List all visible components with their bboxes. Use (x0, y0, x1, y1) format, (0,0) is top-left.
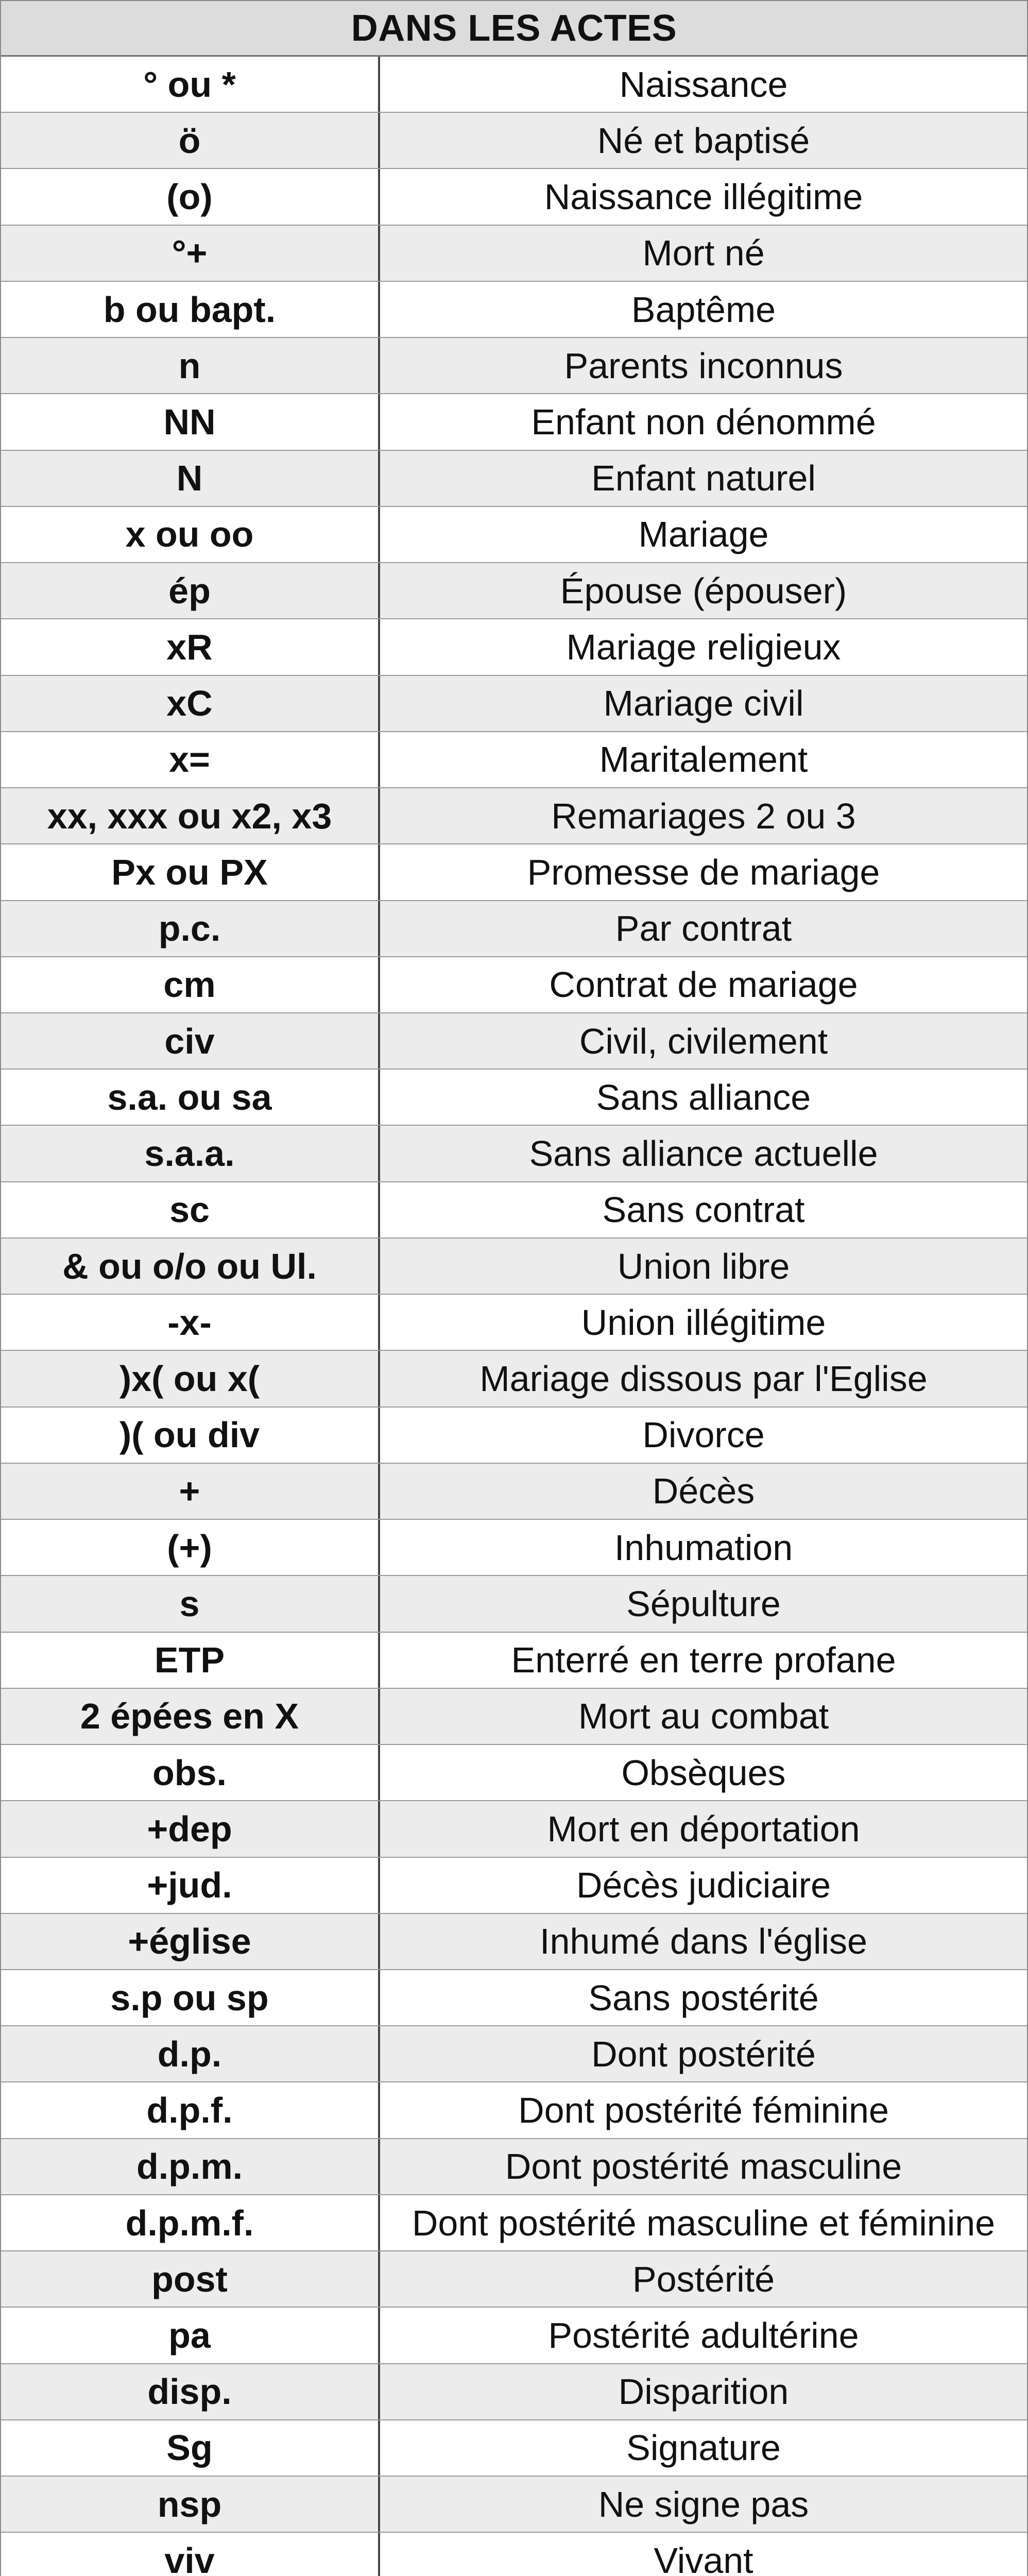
abbreviation-cell: xC (1, 676, 380, 731)
table-row (1, 1801, 1027, 1857)
abbreviation-cell: d.p. (1, 2026, 380, 2081)
meaning-cell: Obsèques (621, 1752, 786, 1793)
table-row (1, 338, 1027, 394)
table-row (1, 2251, 1027, 2308)
table-row (1, 2533, 1027, 2576)
meaning-cell: Remariages 2 ou 3 (551, 795, 856, 836)
abbreviation-cell: (+) (1, 1520, 380, 1575)
abbreviation-cell: & ou o/o ou Ul. (1, 1239, 380, 1294)
abbreviation-cell: xR (1, 619, 380, 674)
abbreviation-cell: obs. (1, 1745, 380, 1800)
meaning-cell: Signature (626, 2428, 781, 2468)
table-title: DANS LES ACTES (1, 0, 1027, 57)
abbreviation-cell: )( ou div (1, 1408, 380, 1463)
meaning-cell: Promesse de mariage (527, 852, 880, 892)
table-row (1, 2139, 1027, 2195)
table-row (1, 1070, 1027, 1126)
abbreviation-cell: nsp (1, 2477, 380, 2532)
meaning-cell: Enterré en terre profane (511, 1640, 896, 1681)
table-row (1, 451, 1027, 507)
abbreviation-cell: p.c. (1, 901, 380, 956)
abbreviation-cell: pa (1, 2308, 380, 2363)
table-row (1, 901, 1027, 957)
abbreviation-cell: ° ou * (1, 57, 380, 112)
meaning-cell: Mariage civil (603, 683, 804, 724)
abbreviation-cell: n (1, 338, 380, 393)
table-body (1, 57, 1027, 2576)
table-row (1, 1970, 1027, 2026)
meaning-cell: Né et baptisé (597, 120, 810, 161)
abbreviation-cell: xx, xxx ou x2, x3 (1, 788, 380, 843)
meaning-cell: Dont postérité masculine et féminine (412, 2202, 996, 2243)
table-row (1, 619, 1027, 675)
meaning-cell: Mort au combat (578, 1696, 829, 1737)
table-row (1, 2026, 1027, 2082)
meaning-cell: Épouse (épouser) (560, 570, 847, 611)
meaning-cell: Divorce (642, 1415, 765, 1455)
abbreviation-cell: NN (1, 394, 380, 449)
abbreviation-cell: +dep (1, 1801, 380, 1856)
abbreviation-cell: +jud. (1, 1858, 380, 1913)
meaning-cell: Sépulture (626, 1583, 781, 1624)
table-row (1, 57, 1027, 113)
abbreviation-cell: °+ (1, 226, 380, 281)
meaning-cell: Mort né (642, 233, 765, 274)
abbreviation-cell: Sg (1, 2420, 380, 2476)
meaning-cell: Contrat de mariage (549, 964, 858, 1005)
abbreviation-cell: )x( ou x( (1, 1351, 380, 1406)
table-row (1, 507, 1027, 563)
meaning-cell: Civil, civilement (579, 1021, 828, 1061)
meaning-cell: Mariage religieux (566, 626, 841, 667)
abbreviation-cell: x= (1, 732, 380, 787)
table-row (1, 2082, 1027, 2139)
meaning-cell: Sans contrat (602, 1190, 805, 1230)
abbreviation-cell: d.p.f. (1, 2082, 380, 2138)
meaning-cell: Dont postérité féminine (518, 2090, 889, 2131)
meaning-cell: Disparition (618, 2371, 789, 2412)
abbreviation-cell: civ (1, 1013, 380, 1069)
table-row (1, 788, 1027, 844)
meaning-cell: Naissance illégitime (544, 177, 863, 217)
meaning-cell: Mariage dissous par l'Eglise (479, 1359, 928, 1399)
table-row (1, 1182, 1027, 1239)
meaning-cell: Sans alliance (596, 1077, 811, 1117)
abbreviation-cell: sc (1, 1182, 380, 1238)
abbreviation-cell: post (1, 2251, 380, 2307)
table-row (1, 732, 1027, 788)
meaning-cell: Mariage (638, 514, 769, 555)
table-row (1, 1689, 1027, 1745)
meaning-cell: Décès (652, 1471, 755, 1512)
meaning-cell: Inhumé dans l'église (540, 1921, 867, 1962)
meaning-cell: Ne signe pas (598, 2484, 809, 2524)
meaning-cell: Parents inconnus (564, 345, 843, 386)
meaning-cell: Vivant (654, 2540, 753, 2576)
meaning-cell: Sans postérité (588, 1977, 819, 2018)
abbreviation-cell: s.a.a. (1, 1126, 380, 1181)
abbreviation-cell: (o) (1, 169, 380, 224)
abbreviation-cell: ép (1, 563, 380, 618)
abbreviation-cell: d.p.m. (1, 2139, 380, 2194)
abbreviation-cell: -x- (1, 1295, 380, 1350)
table-row (1, 1408, 1027, 1464)
meaning-cell: Postérité (632, 2259, 775, 2299)
meaning-cell: Union libre (617, 1246, 790, 1286)
abbreviation-cell: s.a. ou sa (1, 1070, 380, 1125)
abbreviation-cell: x ou oo (1, 507, 380, 562)
table-row (1, 2364, 1027, 2420)
meaning-cell: Mort en déportation (547, 1808, 860, 1849)
table-row (1, 2420, 1027, 2477)
table-row (1, 1576, 1027, 1632)
abbreviation-cell: +église (1, 1914, 380, 1969)
meaning-cell: Par contrat (615, 908, 792, 949)
abbreviation-cell: ö (1, 113, 380, 168)
meaning-cell: Baptême (631, 289, 776, 330)
table-row (1, 1633, 1027, 1689)
abbreviation-cell: viv (1, 2533, 380, 2576)
meaning-cell: Dont postérité (591, 2033, 816, 2074)
abbreviation-cell: b ou bapt. (1, 282, 380, 337)
table-row (1, 844, 1027, 901)
meaning-cell: Maritalement (599, 739, 808, 780)
meaning-cell: Union illégitime (581, 1302, 826, 1343)
table-row (1, 957, 1027, 1013)
abbreviation-cell: + (1, 1464, 380, 1519)
meaning-cell: Décès judiciaire (576, 1865, 831, 1906)
abbreviation-cell: d.p.m.f. (1, 2195, 380, 2250)
meaning-cell: Enfant non dénommé (531, 402, 876, 443)
table-row (1, 2308, 1027, 2364)
abbreviation-cell: N (1, 451, 380, 506)
table-row (1, 282, 1027, 338)
meaning-cell: Postérité adultérine (548, 2315, 859, 2355)
meaning-cell: Naissance (619, 64, 788, 105)
table-row (1, 2195, 1027, 2251)
meaning-cell: Dont postérité masculine (505, 2146, 902, 2187)
table-row (1, 1745, 1027, 1801)
table-row (1, 1126, 1027, 1182)
abbreviation-cell: 2 épées en X (1, 1689, 380, 1744)
abbreviation-cell: s (1, 1576, 380, 1631)
table-row (1, 1351, 1027, 1407)
abbreviation-cell: ETP (1, 1633, 380, 1688)
table-row (1, 169, 1027, 225)
table-row (1, 113, 1027, 169)
table-row (1, 1013, 1027, 1070)
table-row (1, 1239, 1027, 1295)
abbreviation-cell: disp. (1, 2364, 380, 2419)
table-row (1, 676, 1027, 732)
table-row (1, 394, 1027, 450)
abbreviation-cell: s.p ou sp (1, 1970, 380, 2025)
table-row (1, 226, 1027, 282)
meaning-cell: Inhumation (614, 1527, 793, 1568)
abbreviation-cell: cm (1, 957, 380, 1012)
meaning-cell: Sans alliance actuelle (529, 1133, 878, 1174)
table-row (1, 1858, 1027, 1914)
table-row (1, 563, 1027, 619)
meaning-cell: Enfant naturel (591, 458, 816, 499)
table-row (1, 1295, 1027, 1351)
table-row (1, 1914, 1027, 1970)
table-row (1, 1464, 1027, 1520)
table-row (1, 2477, 1027, 2533)
abbreviation-cell: Px ou PX (1, 844, 380, 900)
table-row (1, 1520, 1027, 1576)
